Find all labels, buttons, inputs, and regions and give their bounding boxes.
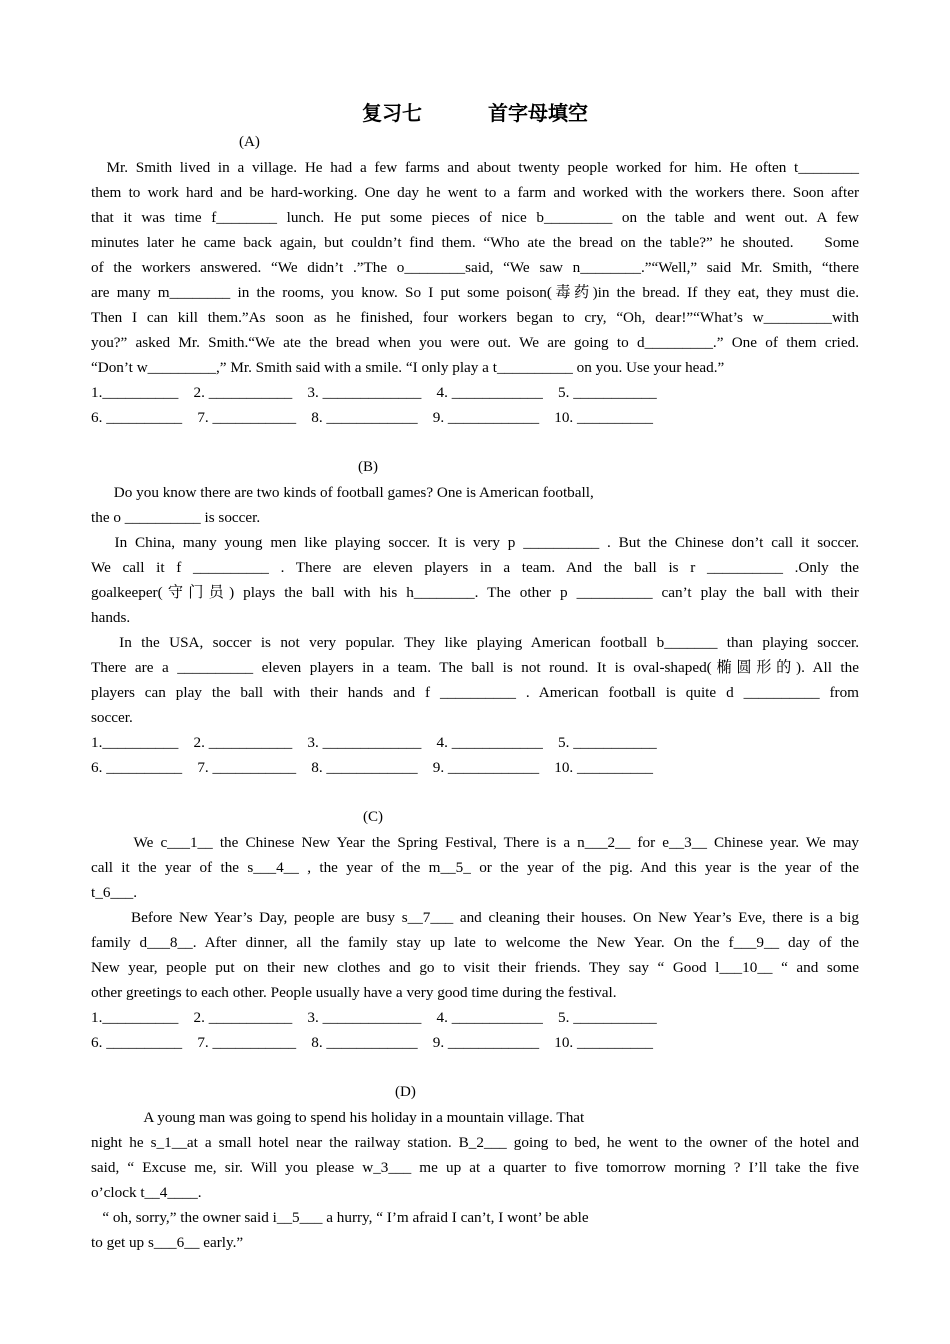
passage-line: Before New Year’s Day, people are busy s__7___ and cleaning their houses. On New Year’s Eve, there is a big (91, 909, 859, 926)
answer-row: 6. __________ 7. ___________ 8. ____________ 9. ____________ 10. __________ (91, 759, 653, 776)
section-c-label: (C) (363, 809, 383, 825)
answer-row: 1.__________ 2. ___________ 3. _____________ 4. ____________ 5. ___________ (91, 734, 657, 751)
passage-line: players can play the ball with their hands and f __________ . American football is quite d __________ from (91, 684, 859, 701)
passage-line: call it the year of the s___4__ , the year of the m__5_ or the year of the pig. And this year is the year of the (91, 859, 859, 876)
section-c-passage (91, 830, 859, 1005)
passage-line: the o __________ is soccer. (91, 509, 261, 526)
answer-row: 1.__________ 2. ___________ 3. _____________ 4. ____________ 5. ___________ (91, 1009, 657, 1026)
passage-line: soccer. (91, 709, 133, 726)
passage-line: We c___1__ the Chinese New Year the Spring Festival, There is a n___2__ for e__3__ Chinese year. We may (91, 834, 860, 851)
passage-line: In the USA, soccer is not very popular. They like playing American football b_______ than playing soccer. (91, 634, 859, 651)
passage-line: New year, people put on their new clothes and go to visit their friends. They say “ Good l___10__ “ and some (91, 959, 859, 976)
section-a-label: (A) (239, 134, 260, 150)
passage-line: them to work hard and be hard-working. One day he went to a farm and worked with the workers there. Soon after (91, 184, 859, 201)
passage-line: other greetings to each other. People usually have a very good time during the festival. (91, 984, 617, 1001)
passage-line: minutes later he came back again, but couldn’t find them. “Who ate the bread on the table?” he shouted. Some (91, 234, 859, 251)
passage-line: goalkeeper(守门员) plays the ball with his h________. The other p __________ can’t play the ball with their (91, 584, 859, 601)
passage-line: of the workers answered. “We didn’t .”The o________said, “We saw n________.”“Well,” said Mr. Smith, “there (91, 259, 859, 276)
passage-line: “Don’t w_________,” Mr. Smith said with a smile. “I only play a t__________ on you. Use your head.” (91, 359, 725, 376)
answer-row: 1.__________ 2. ___________ 3. _____________ 4. ____________ 5. ___________ (91, 384, 657, 401)
section-d-label: (D) (395, 1084, 416, 1100)
passage-line: A young man was going to spend his holiday in a mountain village. That (91, 1109, 585, 1126)
passage-line: t_6___. (91, 884, 137, 901)
passage-line: night he s_1__at a small hotel near the railway station. B_2___ going to bed, he went to the owner of the hotel and (91, 1134, 859, 1151)
section-a-passage (91, 155, 859, 380)
passage-line: to get up s___6__ early.” (91, 1234, 244, 1251)
section-b-label: (B) (358, 459, 378, 475)
page-title (91, 96, 859, 130)
section-d-passage (91, 1105, 859, 1255)
passage-line: There are a __________ eleven players in a team. The ball is not round. It is oval-shaped(椭圆形的). All the (91, 659, 859, 676)
title-sub: 首字母填空 (488, 101, 588, 125)
passage-line: family d___8__. After dinner, all the family stay up late to welcome the New Year. On the f___9__ day of the (91, 934, 859, 951)
answer-row: 6. __________ 7. ___________ 8. ____________ 9. ____________ 10. __________ (91, 1034, 653, 1051)
passage-line: Mr. Smith lived in a village. He had a few farms and about twenty people worked for him. He often t________ (91, 159, 860, 176)
passage-line: In China, many young men like playing soccer. It is very p __________ . But the Chinese don’t call it soccer. (91, 534, 860, 551)
passage-line: that it was time f________ lunch. He put some pieces of nice b_________ on the table and went out. A few (91, 209, 859, 226)
title-main: 复习七 (362, 101, 422, 125)
passage-line: hands. (91, 609, 131, 626)
worksheet-page (91, 96, 859, 1255)
passage-line: are many m________ in the rooms, you know. So I put some poison(毒药)in the bread. If they eat, they must die. (91, 284, 859, 301)
passage-line: you?” asked Mr. Smith.“We ate the bread when you were out. We are going to d_________.” One of them cried. (91, 334, 859, 351)
passage-line: o’clock t__4____. (91, 1184, 202, 1201)
section-b-passage (91, 480, 859, 730)
passage-line: “ oh, sorry,” the owner said i__5___ a hurry, “ I’m afraid I can’t, I wont’ be able (91, 1209, 589, 1226)
answer-row: 6. __________ 7. ___________ 8. ____________ 9. ____________ 10. __________ (91, 409, 653, 426)
passage-line: Then I can kill them.”As soon as he finished, four workers began to cry, “Oh, dear!”“What’s w_________with (91, 309, 859, 326)
passage-line: We call it f __________ . There are eleven players in a team. And the ball is r __________ .Only the (91, 559, 859, 576)
passage-line: said, “ Excuse me, sir. Will you please w_3___ me up at a quarter to five tomorrow morning ? I’ll take the five (91, 1159, 859, 1176)
passage-line: Do you know there are two kinds of football games? One is American football, (91, 484, 594, 501)
